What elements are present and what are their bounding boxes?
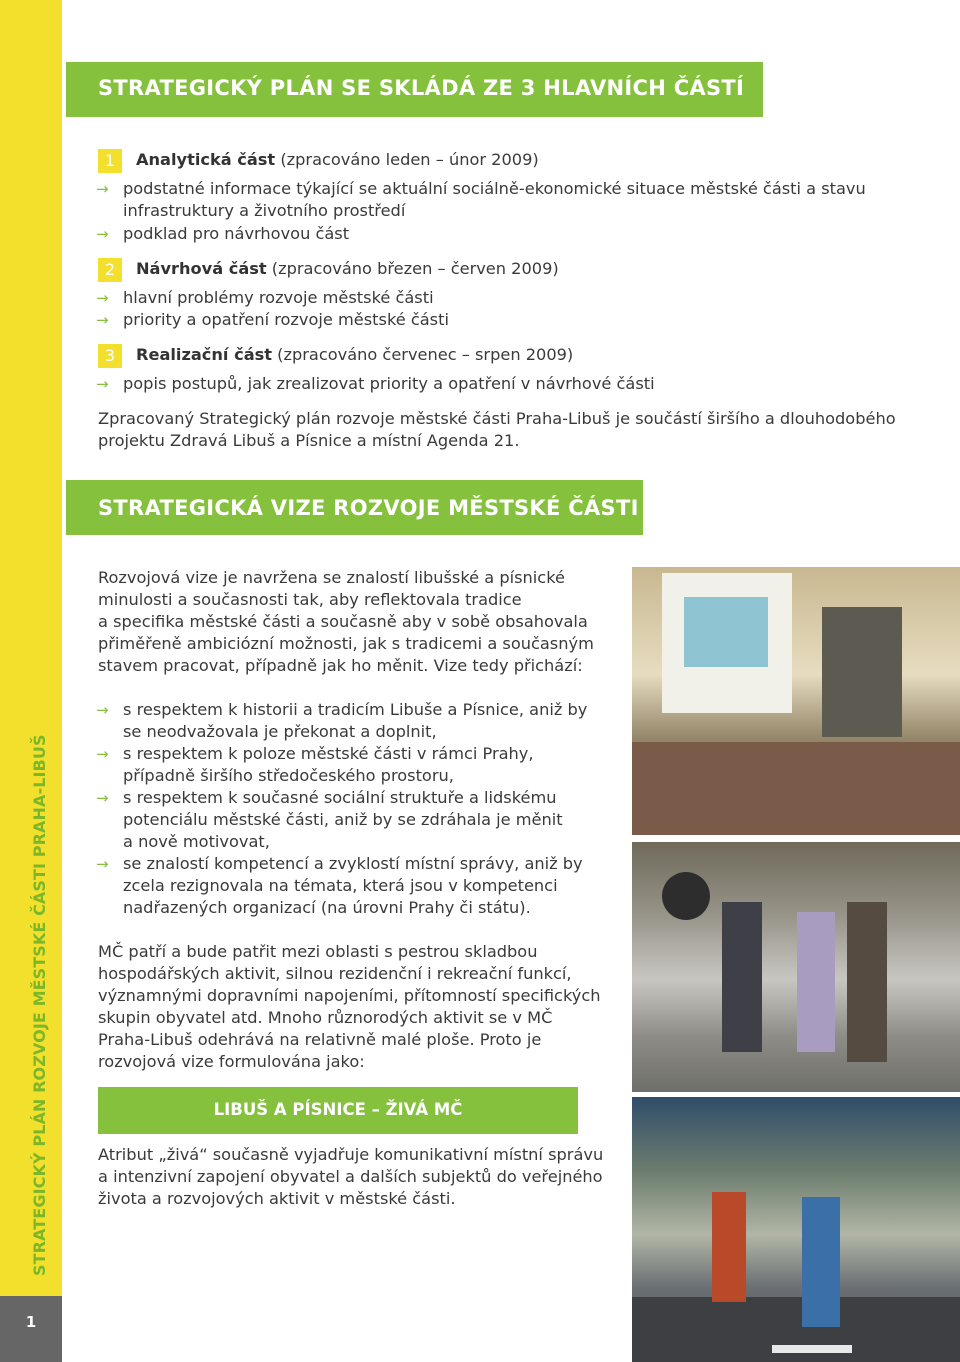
part-number-2: 2 bbox=[98, 258, 122, 282]
closing-line-3: života a rozvojových aktivit v městské části. bbox=[98, 1189, 456, 1208]
page-number: 1 bbox=[25, 1313, 37, 1331]
part-note-2: (zpracováno březen – červen 2009) bbox=[266, 259, 559, 278]
part-title-3: Realizační část bbox=[136, 345, 273, 364]
paragraph-line-4: skupin obyvatel atd. Mnoho různorodých aktivit se v MČ bbox=[98, 1008, 553, 1027]
vision-slogan-box bbox=[98, 1087, 578, 1134]
part-title-2: Návrhová část bbox=[136, 259, 267, 278]
arrow-icon: → bbox=[96, 789, 109, 807]
part-number-1: 1 bbox=[98, 149, 122, 173]
vision-bullet-4-line-2: zcela rezignovala na témata, která jsou v kompetenci bbox=[123, 876, 558, 895]
section-heading-vision bbox=[66, 480, 643, 535]
vision-bullet-1-line-2: se neodvažovala je překonat a doplnit, bbox=[123, 722, 437, 741]
part-title-1: Analytická část bbox=[136, 150, 276, 169]
paragraph-line-6: rozvojová vize formulována jako: bbox=[98, 1052, 365, 1071]
vision-bullet-1-line-1: s respektem k historii a tradicím Libuše a Písnice, aniž by bbox=[123, 700, 588, 719]
arrow-icon: → bbox=[96, 375, 109, 393]
intro-line-3: a specifika městské části a současně aby v sobě obsahovala bbox=[98, 612, 588, 631]
vision-bullet-2-line-1: s respektem k poloze městské části v rámci Prahy, bbox=[123, 744, 534, 763]
summary-line-1: Zpracovaný Strategický plán rozvoje městské části Praha-Libuš je součástí širšího a dlouhodobého bbox=[98, 409, 896, 428]
photo-building-event bbox=[632, 567, 960, 835]
arrow-icon: → bbox=[96, 180, 109, 198]
photo-ribbon-cutting bbox=[632, 842, 960, 1092]
closing-line-2: a intenzivní zapojení obyvatel a dalších subjektů do veřejného bbox=[98, 1167, 603, 1186]
arrow-icon: → bbox=[96, 225, 109, 243]
photo-road-marking bbox=[772, 1345, 852, 1353]
paragraph-line-3: významnými dopravními napojeními, přítomností specifických bbox=[98, 986, 601, 1005]
arrow-icon: → bbox=[96, 289, 109, 307]
vision-bullet-3-line-3: a nově motivovat, bbox=[123, 832, 270, 851]
intro-line-4: přiměřeně ambiciózní možnosti, jak s tradicemi a současným bbox=[98, 634, 594, 653]
section-heading-parts-text: STRATEGICKÝ PLÁN SE SKLÁDÁ ZE 3 HLAVNÍCH ČÁSTÍ bbox=[98, 76, 745, 100]
photo-child bbox=[712, 1192, 746, 1302]
part-number-3: 3 bbox=[98, 344, 122, 368]
part-1-bullet-1: podstatné informace týkající se aktuální sociálně-ekonomické situace městské části a stavu bbox=[123, 179, 866, 198]
vision-bullet-3-line-1: s respektem k současné sociální struktuře a lidskému bbox=[123, 788, 557, 807]
summary-line-2: projektu Zdravá Libuš a Písnice a místní Agenda 21. bbox=[98, 431, 520, 450]
arrow-icon: → bbox=[96, 745, 109, 763]
part-3-bullet-1: popis postupů, jak zrealizovat priority a opatření v návrhové části bbox=[123, 374, 655, 393]
closing-line-1: Atribut „živá“ současně vyjadřuje komunikativní místní správu bbox=[98, 1145, 604, 1164]
part-note-3: (zpracováno červenec – srpen 2009) bbox=[272, 345, 574, 364]
photo-crowd bbox=[632, 742, 960, 835]
vision-bullet-3-line-2: potenciálu městské části, aniž by se zdráhala je měnit bbox=[123, 810, 563, 829]
arrow-icon: → bbox=[96, 311, 109, 329]
photo-door bbox=[822, 607, 902, 737]
paragraph-line-5: Praha-Libuš odehrává na relativně malé ploše. Proto je bbox=[98, 1030, 542, 1049]
intro-line-2: minulosti a současnosti tak, aby reflektovala tradice bbox=[98, 590, 522, 609]
sidebar-vertical-title: STRATEGICKÝ PLÁN ROZVOJE MĚSTSKÉ ČÁSTI PRAHA-LIBUŠ bbox=[30, 734, 49, 1276]
photo-child bbox=[802, 1197, 840, 1327]
vision-slogan: LIBUŠ A PÍSNICE – ŽIVÁ MČ bbox=[213, 1100, 463, 1119]
paragraph-line-1: MČ patří a bude patřit mezi oblasti s pestrou skladbou bbox=[98, 942, 538, 961]
intro-line-5: stavem pracovat, případně jak ho měnit. Vize tedy přichází: bbox=[98, 656, 583, 675]
paragraph-line-2: hospodářských aktivit, silnou rezidenční i rekreační funkcí, bbox=[98, 964, 572, 983]
section-heading-vision-text: STRATEGICKÁ VIZE ROZVOJE MĚSTSKÉ ČÁSTI bbox=[98, 496, 639, 520]
photo-sculpture bbox=[662, 872, 710, 920]
part-1-bullet-2: podklad pro návrhovou část bbox=[123, 224, 350, 243]
section-heading-parts bbox=[66, 62, 763, 117]
part-2-bullet-2: priority a opatření rozvoje městské části bbox=[123, 310, 449, 329]
photo-children-bicycles bbox=[632, 1097, 960, 1362]
vision-bullet-4-line-3: nadřazených organizací (na úrovni Prahy či státu). bbox=[123, 898, 531, 917]
intro-line-1: Rozvojová vize je navržena se znalostí libušské a písnické bbox=[98, 568, 565, 587]
arrow-icon: → bbox=[96, 855, 109, 873]
photo-person bbox=[722, 902, 762, 1052]
photo-person bbox=[847, 902, 887, 1062]
photo-poster-chart bbox=[684, 597, 768, 667]
part-2-bullet-1: hlavní problémy rozvoje městské části bbox=[123, 288, 434, 307]
photo-person bbox=[797, 912, 835, 1052]
part-1-bullet-1-cont: infrastruktury a životního prostředí bbox=[123, 201, 406, 220]
vision-bullet-2-line-2: případně širšího středočeského prostoru, bbox=[123, 766, 454, 785]
part-heading-3 bbox=[136, 344, 573, 366]
part-heading-2 bbox=[136, 258, 559, 280]
part-note-1: (zpracováno leden – únor 2009) bbox=[275, 150, 539, 169]
part-heading-1 bbox=[136, 149, 539, 171]
arrow-icon: → bbox=[96, 701, 109, 719]
vision-bullet-4-line-1: se znalostí kompetencí a zvyklostí místní správy, aniž by bbox=[123, 854, 583, 873]
